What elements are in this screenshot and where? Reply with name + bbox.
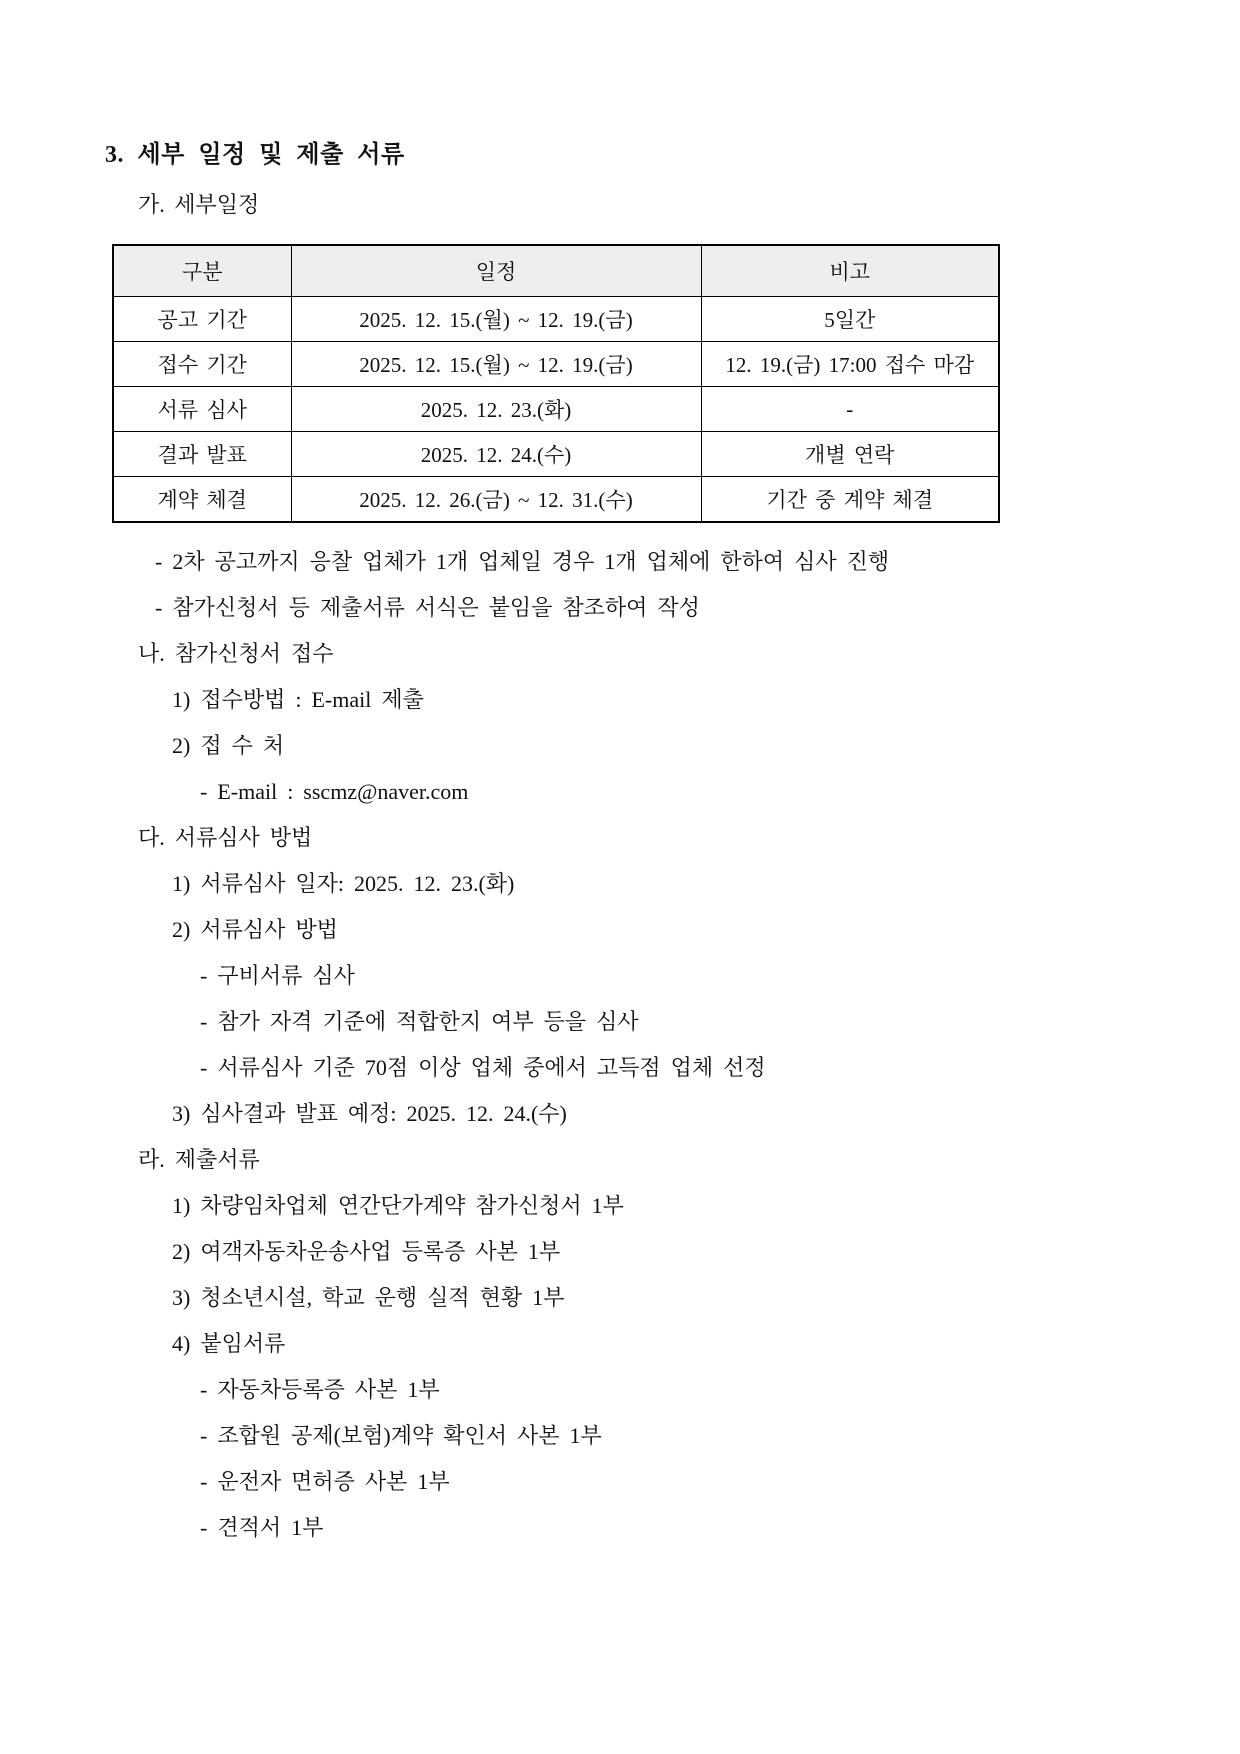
list-item: 1) 서류심사 일자: 2025. 12. 23.(화): [172, 871, 515, 896]
table-cell: 12. 19.(금) 17:00 접수 마감: [701, 342, 999, 387]
list-item: - 참가 자격 기준에 적합한지 여부 등을 심사: [200, 1009, 639, 1034]
table-row-announcement-period: [113, 297, 999, 342]
schedule-table-head: [113, 245, 999, 297]
table-cell: 2025. 12. 15.(월) ~ 12. 19.(금): [291, 297, 701, 342]
table-cell: 2025. 12. 15.(월) ~ 12. 19.(금): [291, 342, 701, 387]
email-line: - E-mail : sscmz@naver.com: [200, 779, 469, 804]
table-row-submission-period: [113, 342, 999, 387]
table-cell: 2025. 12. 26.(금) ~ 12. 31.(수): [291, 477, 701, 523]
section-da: [105, 815, 1140, 1137]
table-cell: 기간 중 계약 체결: [701, 477, 999, 523]
list-item: 2) 서류심사 방법: [172, 917, 338, 942]
table-header-schedule: 일정: [291, 245, 701, 297]
table-header-row: [113, 245, 999, 297]
section-ra: [105, 1137, 1140, 1551]
table-row-document-review: [113, 387, 999, 432]
subsection-label-na: 나. 참가신청서 접수: [138, 641, 334, 666]
schedule-table-body: [113, 297, 999, 523]
table-cell: 공고 기간: [113, 297, 291, 342]
note-line: - 참가신청서 등 제출서류 서식은 붙임을 참조하여 작성: [155, 595, 700, 620]
table-header-category: 구분: [113, 245, 291, 297]
table-cell: 2025. 12. 24.(수): [291, 432, 701, 477]
table-cell: 결과 발표: [113, 432, 291, 477]
table-row-result-announcement: [113, 432, 999, 477]
attachment-item: - 조합원 공제(보험)계약 확인서 사본 1부: [200, 1423, 602, 1448]
subsection-label-da: 다. 서류심사 방법: [138, 825, 313, 850]
section-na: [105, 631, 1140, 815]
attachment-item: - 운전자 면허증 사본 1부: [200, 1469, 450, 1494]
table-cell: 5일간: [701, 297, 999, 342]
table-notes: [105, 539, 1140, 631]
table-cell: -: [701, 387, 999, 432]
list-item: 1) 접수방법 : E-mail 제출: [172, 687, 424, 712]
table-cell: 계약 체결: [113, 477, 291, 523]
attachment-item: - 견적서 1부: [200, 1515, 324, 1540]
table-row-contract-signing: [113, 477, 999, 523]
subsection-label-ra: 라. 제출서류: [138, 1147, 260, 1172]
note-line: - 2차 공고까지 응찰 업체가 1개 업체일 경우 1개 업체에 한하여 심사 진행: [155, 549, 890, 574]
list-item: 3) 청소년시설, 학교 운행 실적 현황 1부: [172, 1285, 565, 1310]
table-cell: 접수 기간: [113, 342, 291, 387]
list-item: 1) 차량임차업체 연간단가계약 참가신청서 1부: [172, 1193, 624, 1218]
attachment-item: - 자동차등록증 사본 1부: [200, 1377, 440, 1402]
list-item: 3) 심사결과 발표 예정: 2025. 12. 24.(수): [172, 1101, 567, 1126]
section-heading: 3. 세부 일정 및 제출 서류: [105, 142, 405, 168]
list-item: - 구비서류 심사: [200, 963, 355, 988]
table-cell: 2025. 12. 23.(화): [291, 387, 701, 432]
list-item: 2) 여객자동차운송사업 등록증 사본 1부: [172, 1239, 561, 1264]
table-header-remarks: 비고: [701, 245, 999, 297]
list-item: 4) 붙임서류: [172, 1331, 286, 1356]
list-item: - 서류심사 기준 70점 이상 업체 중에서 고득점 업체 선정: [200, 1055, 766, 1080]
list-item: 2) 접 수 처: [172, 733, 285, 758]
table-cell: 서류 심사: [113, 387, 291, 432]
schedule-table: [112, 244, 1000, 523]
table-cell: 개별 연락: [701, 432, 999, 477]
subsection-label-ga: 가. 세부일정: [138, 192, 260, 217]
